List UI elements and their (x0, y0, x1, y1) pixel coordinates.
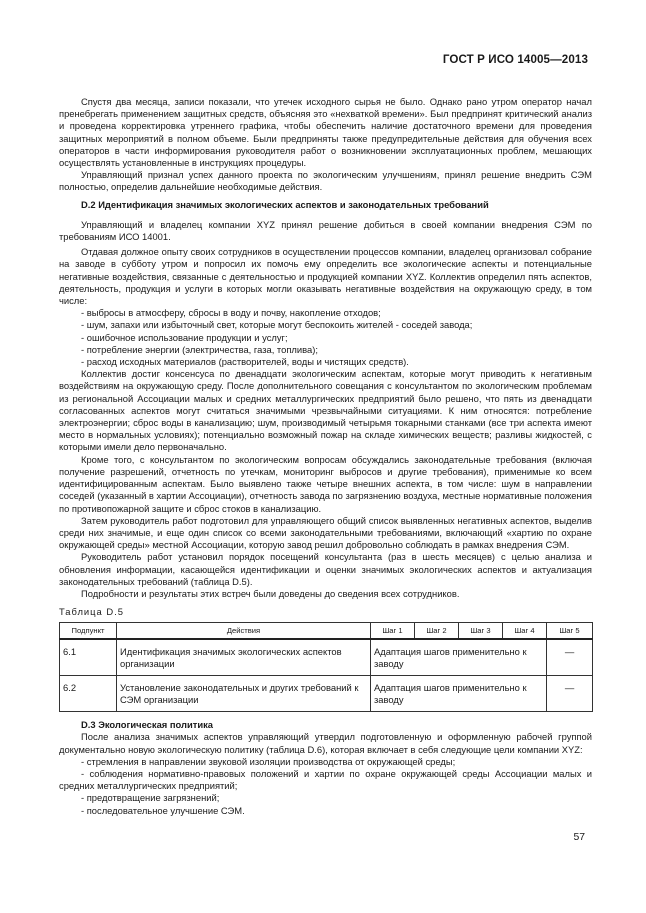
intro-paragraph: Управляющий признал успех данного проекта по экологическим улучшениям, принял решение внедрить СЭМ полностью, определив дальнейшие необходимые действия. (59, 169, 592, 193)
list-item: - стремления в направлении звуковой изоляции производства от окружающей среды; (81, 755, 456, 767)
list-item: - выбросы в атмосферу, сбросы в воду и почву, накопление отходов; (81, 307, 381, 319)
column-header: Шаг 2 (415, 623, 459, 640)
list-item: - шум, запахи или избыточный свет, которые могут беспокоить жителей - соседей завода; (81, 319, 473, 331)
column-header: Шаг 5 (547, 623, 593, 640)
column-header: Подпункт (60, 623, 117, 640)
table-row (60, 676, 593, 712)
subclause-cell: 6.2 (60, 676, 117, 712)
intro-paragraph: Спустя два месяца, записи показали, что утечек исходного сырья не было. Однако рано утром оператор начал пренебрегать применением защитных средств, объясняя это «нехваткой времени». Был предпринят критический анализ и проведена корректировка утреннего графика, чтобы обеспечить наличие достаточного времени для проведения защитных мероприятий в полном объеме. Были предприняты также предупредительные действия для обучения всех операторов в части информирования руководителя работ о возникновении эксплуатационных проблем, мешающих осуществлять установленные в инструкциях процедуры. (59, 96, 592, 169)
subclause-cell: 6.1 (60, 639, 117, 676)
page-number: 57 (573, 832, 585, 843)
table-row (60, 639, 593, 676)
list-item: - расход исходных материалов (растворителей, воды и чистящих средств). (81, 356, 409, 368)
column-header: Шаг 1 (371, 623, 415, 640)
steps-cell: Адаптация шагов применительно к заводу (371, 676, 547, 712)
section-heading-d2: D.2 Идентификация значимых экологических аспектов и законодательных требований (81, 198, 489, 210)
table-d5 (59, 622, 593, 712)
paragraph: После анализа значимых аспектов управляющий утвердил подготовленную и оформленную рабочей группой документально новую экологическую политику (таблица D.6), которая включает в себя следующие цели компании XYZ: (59, 731, 592, 755)
paragraph: Затем руководитель работ подготовил для управляющего общий список выявленных негативных аспектов, выделив среди них значимые, и еще один список со всеми законодательными требованиями, включающий «хартию по охране окружающей среды» местной Ассоциации, которую завод решил добровольно соблюдать в рамках внедрения СЭМ. (59, 514, 592, 551)
paragraph: Управляющий и владелец компании XYZ принял решение добиться в своей компании внедрения СЭМ по требованиям ИСО 14001. (59, 218, 592, 243)
step5-cell: — (547, 639, 593, 676)
paragraph: Кроме того, с консультантом по экологическим вопросам обсуждались законодательные требования (включая получение разрешений, отчетность по утечкам, мониторинг выбросов и другие требования), применимые ко всем идентифицированным аспектам. Было выявлено также четыре внешних аспекта, в том числе: шум в направлении соседей (указанный в хартии Ассоциации), отчетность завода по загрязнению воздуха, местные нормативные положения по противопожарной защите и сброс стоков в канализацию. (59, 453, 592, 514)
steps-cell: Адаптация шагов применительно к заводу (371, 639, 547, 676)
list-item: - последовательное улучшение СЭМ. (81, 804, 245, 816)
list-item: - ошибочное использование продукции и услуг; (81, 331, 288, 343)
table-header-row (60, 623, 593, 640)
action-cell: Установление законодательных и других требований к СЭМ организации (117, 676, 371, 712)
column-header: Шаг 3 (459, 623, 503, 640)
paragraph: Руководитель работ установил порядок посещений консультанта (раз в шесть месяцев) с целью анализа и обновления информации, касающейся идентификации и оценки значимых экологических аспектов и актуализация законодательных требований (таблица D.5). (59, 551, 592, 587)
step5-cell: — (547, 676, 593, 712)
action-cell: Идентификация значимых экологических аспектов организации (117, 639, 371, 676)
section-heading-d3: D.3 Экологическая политика (81, 719, 214, 731)
table-caption: Таблица D.5 (59, 606, 124, 618)
standard-header: ГОСТ Р ИСО 14005—2013 (442, 53, 588, 66)
column-header: Действия (117, 623, 371, 640)
list-item: - соблюдения нормативно-правовых положений и хартии по охране окружающей среды Ассоциации малых и средних металлургических предприятий; (59, 767, 592, 792)
list-item: - потребление энергии (электричества, газа, топлива); (81, 343, 318, 355)
paragraph: Коллектив достиг консенсуса по двенадцати экологическим аспектам, которые могут приводить к негативным воздействиям на окружающую среду. После дополнительного совещания с консультантом по экологическим проблемам из региональной Ассоциации малых и средних металлургических предприятий было решено, что пять из двенадцати согласованных аспектов могут считаться значимыми чрезвычайными ситуациями. К ним относятся: потребление электроэнергии; сброс воды в канализацию; шум, производимый четырьмя токарными станками (все три аспекта имеют место в нормальных условиях); потенциально возможный пожар на складе химических веществ; разливы жидкостей, с которыми имели дело первоначально. (59, 368, 592, 453)
paragraph: Отдавая должное опыту своих сотрудников в осуществлении процессов компании, владелец организовал собрание на заводе в субботу утром и попросил их помочь ему определить все экологические аспекты и потенциальные негативные воздействия, связанные с деятельностью и продукцией компании XYZ. Коллектив определил пять аспектов, деятельность, продукция и услуги в которых могли оказывать негативные воздействия на окружающую среду, в том числе: (59, 246, 592, 307)
list-item: - предотвращение загрязнений; (81, 792, 220, 804)
paragraph: Подробности и результаты этих встреч были доведены до сведения всех сотрудников. (81, 587, 460, 599)
page-content (59, 96, 592, 817)
column-header: Шаг 4 (503, 623, 547, 640)
